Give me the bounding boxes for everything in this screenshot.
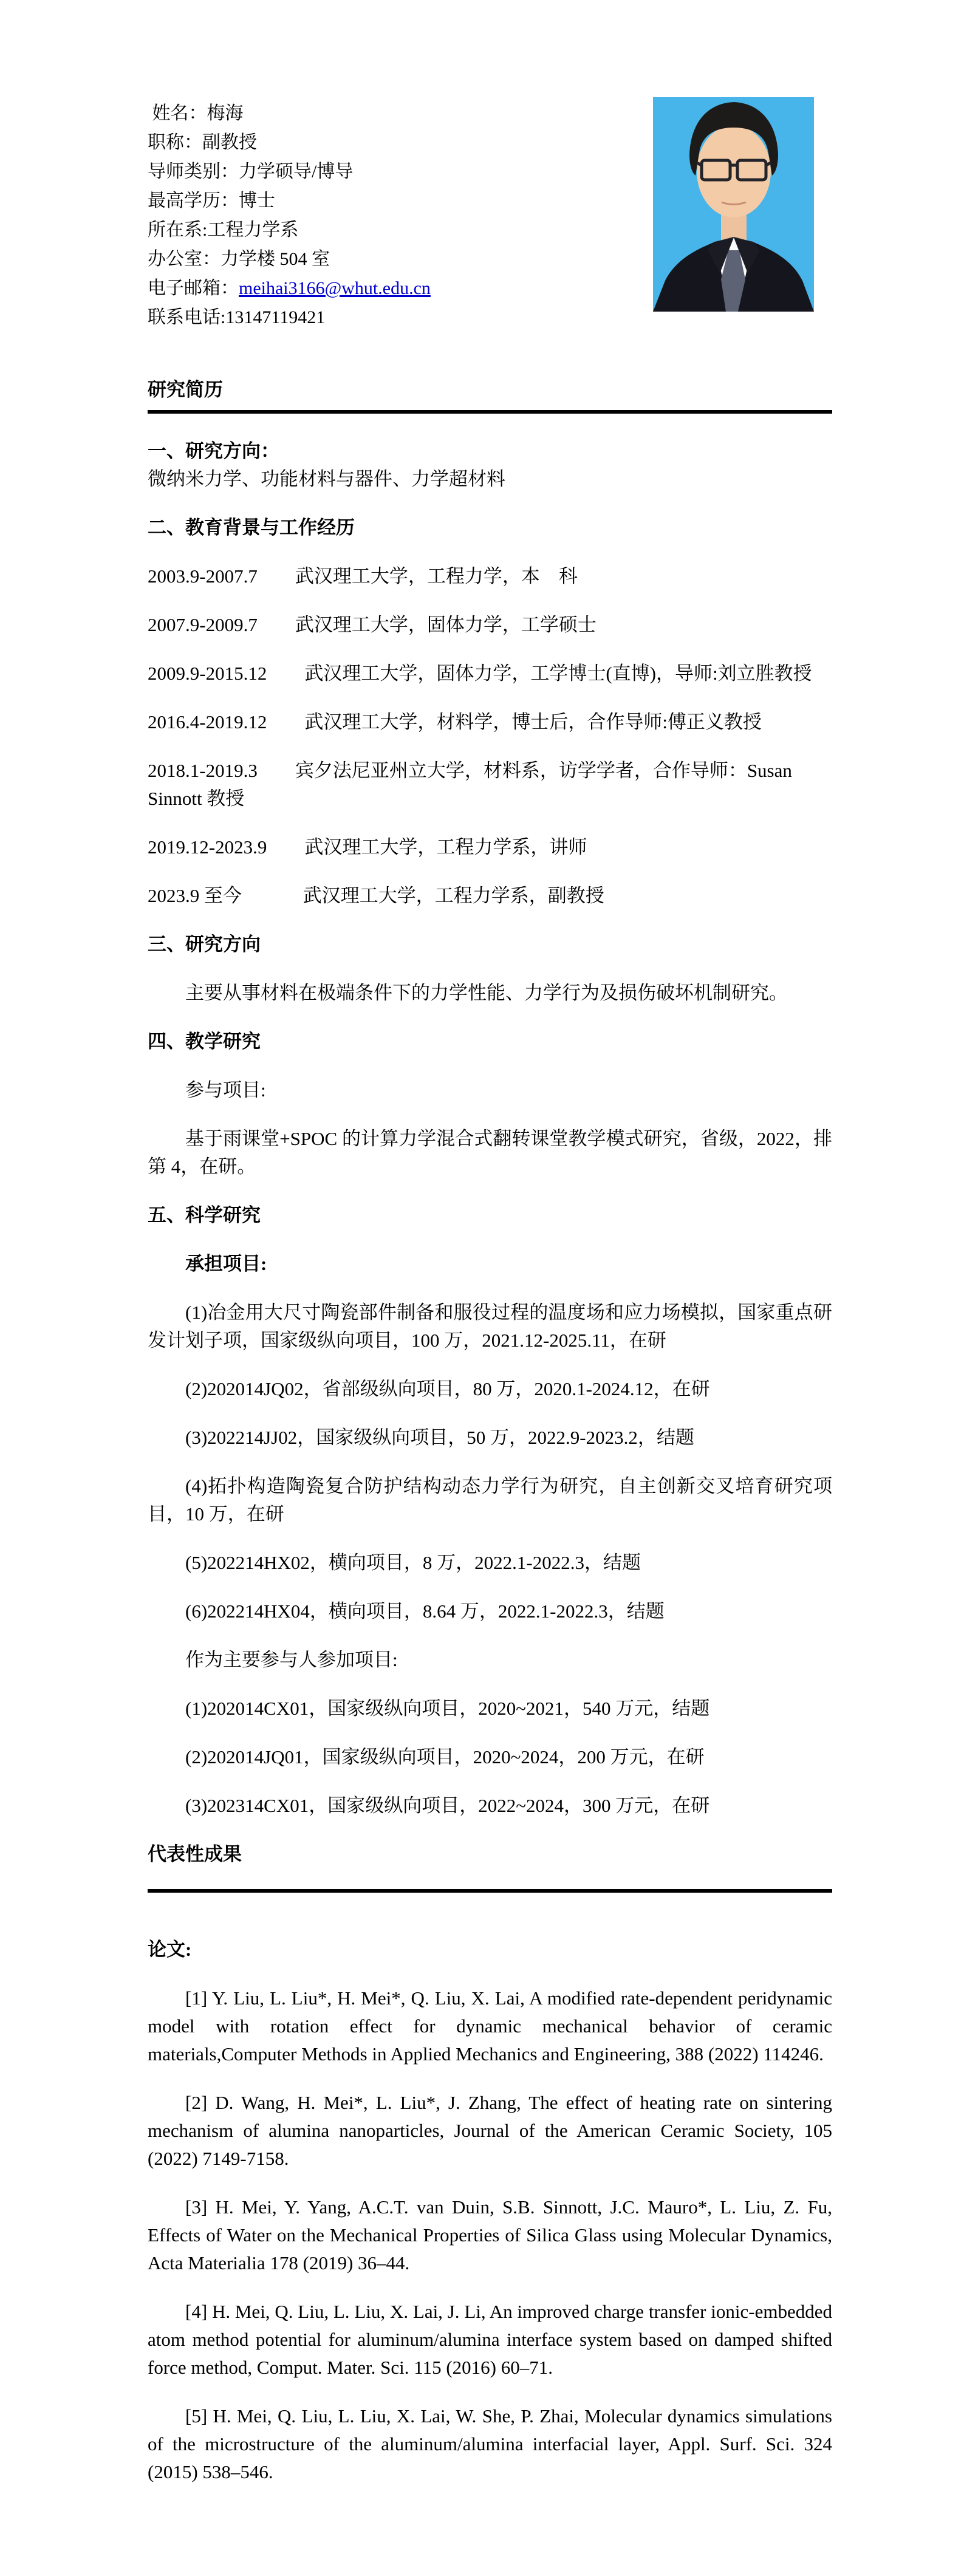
education-entry: 2018.1-2019.3 宾夕法尼亚州立大学，材料系，访学学者，合作导师：Susan Sinnott 教授 — [148, 760, 797, 809]
education-entry: 2016.4-2019.12 武汉理工大学，材料学，博士后，合作导师:傅正义教授 — [148, 711, 762, 733]
paper-item: [2] D. Wang, H. Mei*, L. Liu*, J. Zhang, The effect of heating rate on sintering mechanism of alumina nanoparticles, Journal of the American Ceramic Society, 105 (2022) 7149-7158. — [148, 2092, 832, 2169]
contact-info — [148, 99, 832, 332]
lead-project-item: (4)拓扑构造陶瓷复合防护结构动态力学行为研究，自主创新交叉培育研究项目，10 万，在研 — [148, 1475, 832, 1525]
heading-teaching: 四、教学研究 — [148, 1031, 261, 1052]
heading-achievements: 代表性成果 — [148, 1843, 242, 1865]
participant-project-item: (3)202314CX01，国家级纵向项目，2022~2024，300 万元，在研 — [185, 1795, 710, 1816]
contact-line-department: 所在系:工程力学系 — [148, 220, 299, 240]
heading-science: 五、科学研究 — [148, 1204, 261, 1226]
paper-item: [4] H. Mei, Q. Liu, L. Liu, X. Lai, J. Li, An improved charge transfer ionic-embedded atom method potential for aluminum/alumina interface system based on damped shifted force method, Comput. Mater. Sci. 115 (2016) 60–71. — [148, 2301, 832, 2378]
participant-projects-intro: 作为主要参与人参加项目: — [185, 1649, 398, 1670]
section-divider — [148, 410, 832, 414]
research-direction-text: 微纳米力学、功能材料与器件、力学超材料 — [148, 468, 505, 490]
education-entry: 2007.9-2009.7 武汉理工大学，固体力学，工学硕士 — [148, 614, 597, 635]
paper-item: [1] Y. Liu, L. Liu*, H. Mei*, Q. Liu, X. Lai, A modified rate-dependent peridynamic model with rotation effect for dynamic mechanical behavior of ceramic materials,Computer Methods in Applied Mechanics and Engineering, 388 (2022) 114246. — [148, 1987, 832, 2065]
lead-project-item: (1)冶金用大尺寸陶瓷部件制备和服役过程的温度场和应力场模拟，国家重点研发计划子项，国家级纵向项目，100 万，2021.12-2025.11，在研 — [148, 1302, 832, 1351]
email-label: 电子邮箱： — [148, 278, 239, 298]
research-summary-text: 主要从事材料在极端条件下的力学性能、力学行为及损伤破坏机制研究。 — [185, 982, 788, 1003]
heading-education: 二、教育背景与工作经历 — [148, 517, 355, 538]
contact-line-office: 办公室：力学楼 504 室 — [148, 249, 330, 269]
education-entry: 2023.9 至今 武汉理工大学，工程力学系，副教授 — [148, 885, 604, 906]
lead-project-item: (5)202214HX02，横向项目，8 万，2022.1-2022.3，结题 — [185, 1552, 641, 1573]
contact-line-phone: 联系电话:13147119421 — [148, 307, 326, 327]
contact-line-name: 姓名：梅海 — [148, 103, 244, 123]
page-content — [148, 0, 832, 2507]
heading-research-field: 三、研究方向 — [148, 934, 261, 955]
lead-project-item: (6)202214HX04，横向项目，8.64 万，2022.1-2022.3，结题 — [185, 1601, 665, 1622]
contact-line-mentor-type: 导师类别：力学硕导/博导 — [148, 162, 354, 182]
contact-line-title: 职称：副教授 — [148, 132, 257, 152]
section-title-resume: 研究简历 — [148, 379, 223, 400]
paper-item: [5] H. Mei, Q. Liu, L. Liu, X. Lai, W. She, P. Zhai, Molecular dynamics simulations of the microstructure of the aluminum/alumina interfacial layer, Appl. Surf. Sci. 324 (2015) 538–546. — [148, 2405, 832, 2482]
papers-title: 论文: — [148, 1939, 192, 1960]
education-entry: 2019.12-2023.9 武汉理工大学，工程力学系，讲师 — [148, 836, 587, 858]
contact-line-degree: 最高学历：博士 — [148, 191, 275, 211]
contact-line-email — [148, 274, 832, 303]
lead-project-item: (3)202214JJ02，国家级纵向项目，50 万，2022.9-2023.2，结题 — [185, 1427, 694, 1448]
teaching-projects-intro: 参与项目: — [185, 1079, 266, 1101]
participant-project-item: (1)202014CX01，国家级纵向项目，2020~2021，540 万元，结题 — [185, 1698, 710, 1719]
paper-item: [3] H. Mei, Y. Yang, A.C.T. van Duin, S.B. Sinnott, J.C. Mauro*, L. Liu, Z. Fu, Effects of Water on the Mechanical Properties of Silica Glass using Molecular Dynamics, Acta Materialia 178 (2019) 36–44. — [148, 2196, 832, 2274]
education-entry: 2003.9-2007.7 武汉理工大学，工程力学，本 科 — [148, 565, 578, 587]
section-divider — [148, 1889, 832, 1893]
lead-project-item: (2)202014JQ02，省部级纵向项目，80 万，2020.1-2024.12，在研 — [185, 1378, 710, 1399]
lead-projects-intro: 承担项目: — [185, 1253, 267, 1274]
participant-project-item: (2)202014JQ01，国家级纵向项目，2020~2024，200 万元，在研 — [185, 1746, 705, 1768]
teaching-project-item: 基于雨课堂+SPOC 的计算力学混合式翻转课堂教学模式研究，省级，2022，排第 4，在研。 — [148, 1128, 832, 1177]
heading-research-direction: 一、研究方向： — [148, 440, 279, 462]
education-entry: 2009.9-2015.12 武汉理工大学，固体力学，工学博士(直博)，导师:刘立胜教授 — [148, 663, 812, 684]
email-link[interactable]: meihai3166@whut.edu.cn — [239, 278, 431, 298]
